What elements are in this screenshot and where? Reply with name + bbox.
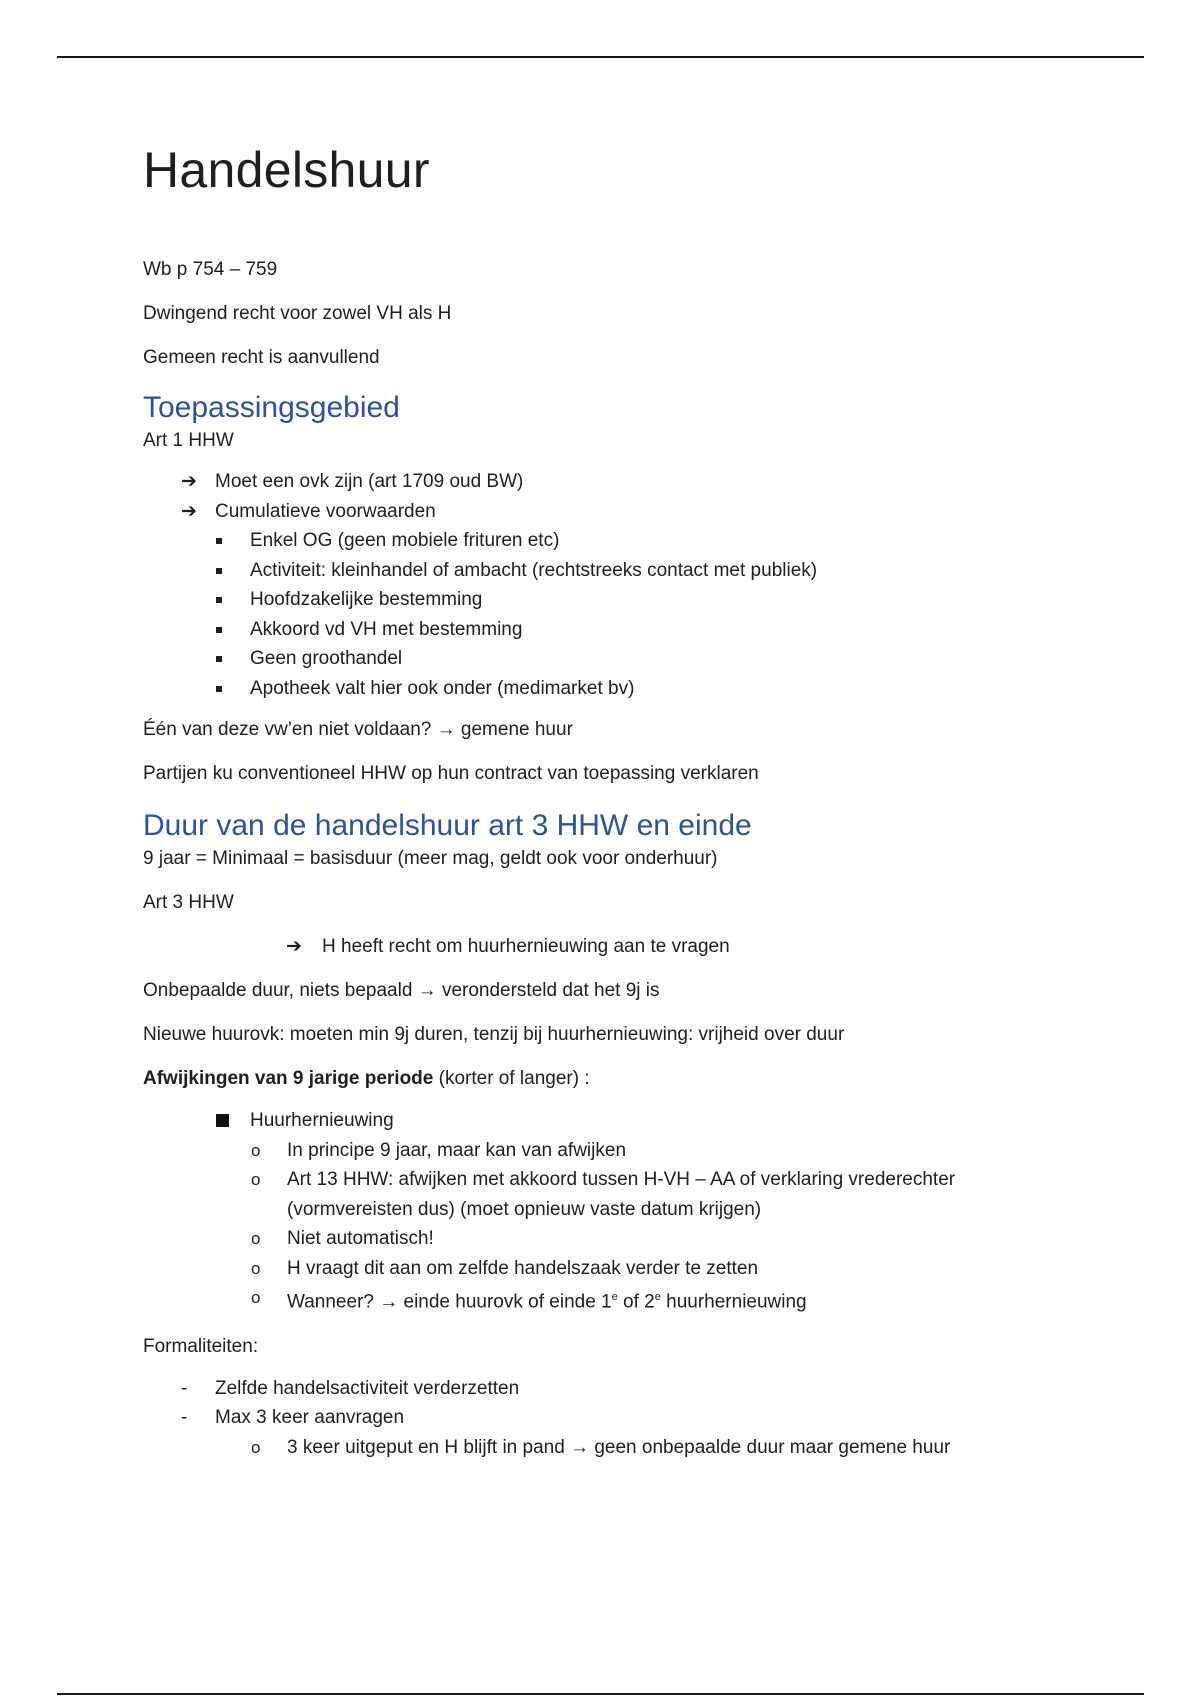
intro-pages: Wb p 754 – 759 xyxy=(143,259,278,280)
dash-bullet: - xyxy=(181,1377,188,1399)
renewal-subitems xyxy=(143,1136,1083,1317)
list-item: - Max 3 keer aanvragen xyxy=(143,1403,1083,1433)
list-item: Geen groothandel xyxy=(143,644,1083,674)
arrow-icon: ➔ xyxy=(181,500,197,522)
square-bullet-icon xyxy=(216,1114,229,1127)
nieuwe-huurovk-line: Nieuwe huurovk: moeten min 9j duren, tenzij bij huurhernieuwing: vrijheid over duur xyxy=(143,1024,845,1045)
list-item: o 3 keer uitgeput en H blijft in pand → geen onbepaalde duur maar gemene huur xyxy=(143,1433,1083,1463)
circle-bullet-icon: o xyxy=(251,1140,261,1160)
list-item: Akkoord vd VH met bestemming xyxy=(143,615,1083,645)
circle-bullet-icon: o xyxy=(251,1229,261,1248)
square-bullet-icon xyxy=(216,568,222,574)
list-item: Activiteit: kleinhandel of ambacht (rechtstreeks contact met publiek) xyxy=(143,556,1083,586)
circle-bullet-icon: o xyxy=(251,1170,261,1189)
renewal-list xyxy=(143,1106,1083,1136)
list-item: Apotheek valt hier ook onder (medimarket bv) xyxy=(143,674,1083,704)
list-item: Huurhernieuwing xyxy=(143,1106,1083,1136)
square-bullet-icon xyxy=(216,627,222,633)
list-item: Hoofdzakelijke bestemming xyxy=(143,585,1083,615)
document-page xyxy=(143,140,1083,1462)
formalities-list xyxy=(143,1374,1083,1433)
intro-dwingend: Dwingend recht voor zowel VH als H xyxy=(143,303,452,324)
square-bullet-icon xyxy=(216,656,222,662)
list-item: - Zelfde handelsactiviteit verderzetten xyxy=(143,1374,1083,1404)
page-title: Handelshuur xyxy=(143,142,430,198)
list-item: ➔ Moet een ovk zijn (art 1709 oud BW) xyxy=(143,467,1083,497)
conventional-line: Partijen ku conventioneel HHW op hun contract van toepassing verklaren xyxy=(143,763,759,784)
arrow-list-1 xyxy=(143,467,1083,526)
not-satisfied-line: Één van deze vw’en niet voldaan? → gemene huur xyxy=(143,719,573,740)
afwijkingen-line: Afwijkingen van 9 jarige periode (korter of langer) : xyxy=(143,1068,590,1089)
heading-duur: Duur van de handelshuur art 3 HHW en einde xyxy=(143,809,752,842)
circle-bullet-icon: o xyxy=(251,1437,261,1457)
square-bullet-icon xyxy=(216,597,222,603)
formaliteiten-label: Formaliteiten: xyxy=(143,1335,259,1357)
dash-bullet: - xyxy=(181,1407,188,1429)
formalities-subitems xyxy=(143,1433,1083,1463)
list-item: ➔ Cumulatieve voorwaarden xyxy=(143,497,1083,527)
square-bullet-icon xyxy=(216,686,222,692)
list-item: o Art 13 HHW: afwijken met akkoord tussen H-VH – AA of verklaring vrederechter (vormvereisten dus) (moet opnieuw vaste datum krijgen) xyxy=(143,1165,1083,1224)
top-rule xyxy=(57,56,1144,58)
list-item: o In principe 9 jaar, maar kan van afwijken xyxy=(143,1136,1083,1166)
circle-bullet-icon: o xyxy=(251,1258,261,1278)
list-item: o H vraagt dit aan om zelfde handelszaak verder te zetten xyxy=(143,1254,1083,1284)
art3-label: Art 3 HHW xyxy=(143,892,234,913)
heading-toepassingsgebied: Toepassingsgebied xyxy=(143,391,400,424)
square-bullet-icon xyxy=(216,538,222,544)
intro-gemeen: Gemeen recht is aanvullend xyxy=(143,347,380,368)
circle-bullet-icon: o xyxy=(251,1288,261,1307)
list-item: o Wanneer? → einde huurovk of einde 1e of 2e huurhernieuwing xyxy=(143,1283,1083,1317)
basisduur-line: 9 jaar = Minimaal = basisduur (meer mag, geldt ook voor onderhuur) xyxy=(143,848,718,869)
renewal-right-line: ➔ H heeft recht om huurhernieuwing aan te vragen xyxy=(143,932,1083,961)
onbepaalde-duur-line: Onbepaalde duur, niets bepaald → verondersteld dat het 9j is xyxy=(143,980,660,1001)
list-item: Enkel OG (geen mobiele frituren etc) xyxy=(143,526,1083,556)
arrow-icon: ➔ xyxy=(181,471,197,492)
bottom-rule xyxy=(57,1693,1144,1695)
conditions-list xyxy=(143,526,1083,703)
arrow-icon: ➔ xyxy=(286,936,302,957)
list-item: o Niet automatisch! xyxy=(143,1224,1083,1254)
art1-label: Art 1 HHW xyxy=(143,430,234,451)
